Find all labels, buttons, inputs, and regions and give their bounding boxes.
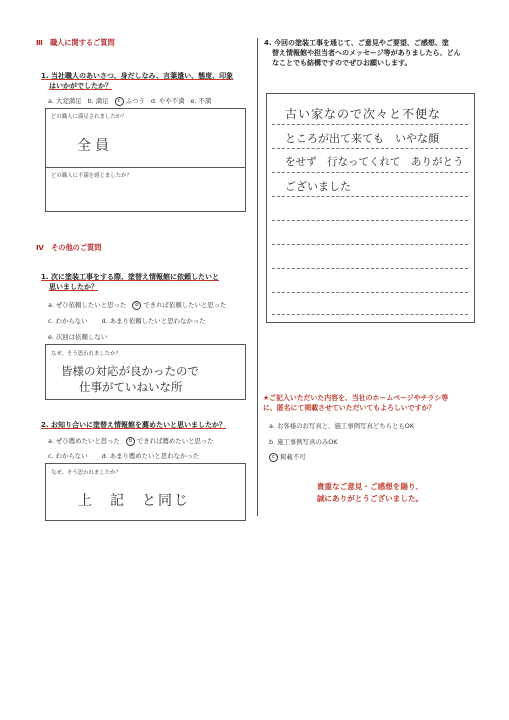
s4-q1-line1: 1. 次に塗装工事をする際、塗替え情報館に依頼したいと xyxy=(41,273,219,281)
publish-opt-c-circle: c xyxy=(269,453,278,462)
s4-q2-options-row2 xyxy=(48,451,199,460)
s4-q1-opt-b: できれば依頼したいと思った xyxy=(143,301,227,309)
s4-q1-answer-line1: 皆様の対応が良かったので xyxy=(61,364,199,378)
s4-q1-answer-box xyxy=(45,344,246,400)
s4-q1-opt-b-circle: b xyxy=(132,301,141,310)
q4-answer-line3: をせず 行なってくれて ありがとう xyxy=(285,156,464,168)
column-divider xyxy=(257,38,258,516)
s3-q1-unsatisfied-label: どの職人に不満を感じましたか？ xyxy=(51,173,132,179)
q4-ruled-line xyxy=(272,220,468,221)
s4-q2-opt-a: a. ぜひ薦めたいと思った xyxy=(48,437,120,445)
thanks-line1: 貴重なご意見・ご感想を賜り、 xyxy=(316,482,424,491)
s4-q1-answer-line2: 仕事がていねいな所 xyxy=(79,380,183,394)
s3-q1-line2: はいかがでしたか？ xyxy=(49,82,112,90)
s4-q2-text xyxy=(41,420,226,430)
q4-text xyxy=(264,38,461,68)
publish-line1: ★ご記入いただいた内容を、当社のホームページやチラシ等 xyxy=(263,394,449,402)
q4-ruled-line xyxy=(272,172,468,173)
s3-q1-line1: 1. 当社職人のあいさつ、身だしなみ、言葉遣い、態度、印象 xyxy=(41,72,234,80)
publish-opt-a: a. お客様のお写真と、施工事例写真どちらともOK xyxy=(269,422,415,430)
s4-q2-opt-c: c. わからない xyxy=(48,452,88,460)
q4-ruled-line xyxy=(272,268,468,269)
q4-answer-line2: ところが出て来ても いやな顔 xyxy=(285,132,439,145)
s3-q1-opt-e: e. 不満 xyxy=(190,97,212,105)
s3-q1-opt-d: d. やや不満 xyxy=(150,97,185,105)
s3-q1-box-separator xyxy=(46,167,245,168)
section-3-header: Ⅲ 職人に関するご質問 xyxy=(36,38,115,47)
s3-q1-text xyxy=(41,71,233,91)
q4-line2: 替え情報館や担当者へのメッセージ等がありましたら、どん xyxy=(272,49,461,57)
s4-q1-box-label: なぜ、そう思われましたか？ xyxy=(51,351,121,357)
s4-q1-opt-c: c. わからない xyxy=(48,317,88,325)
q4-ruled-line xyxy=(272,244,468,245)
q4-line3: なことでも結構ですのでぜひお願いします。 xyxy=(272,59,412,67)
thanks-message xyxy=(270,481,470,505)
q4-ruled-line xyxy=(272,196,468,197)
s3-q1-answer-box xyxy=(45,108,246,212)
s3-q1-opt-b: b. 満足 xyxy=(87,97,109,105)
s4-q1-opt-d: d. あまり依頼したいと思わなかった xyxy=(101,317,206,325)
s3-q1-opt-c: ふつう xyxy=(125,97,145,105)
s4-q2-line1: 2. お知り合いに塗替え情報館を薦めたいと思いましたか？ xyxy=(41,421,226,429)
s4-q1-text xyxy=(41,272,219,292)
s4-q1-options-row3 xyxy=(48,332,107,341)
s4-q1-line2: 思いましたか？ xyxy=(49,283,98,291)
q4-answer-box xyxy=(266,93,475,323)
thanks-line2: 誠にありがとうございました。 xyxy=(316,494,424,503)
publish-question xyxy=(263,393,448,413)
q4-line1: 4. 今回の塗装工事を通じて、ご意見やご要望、ご感想、塗 xyxy=(264,39,449,47)
s4-q2-box-label: なぜ、そう思われましたか？ xyxy=(51,470,121,476)
s4-q2-answer-box xyxy=(45,463,246,521)
section-4-header: Ⅳ その他のご質問 xyxy=(36,243,102,252)
q4-answer-line1: 古い家なので次々と不便な xyxy=(285,107,442,121)
q4-ruled-line xyxy=(272,292,468,293)
q4-ruled-line xyxy=(272,148,468,149)
s4-q2-opt-b-circle: b xyxy=(126,437,135,446)
publish-opt-c-row xyxy=(269,452,306,462)
s4-q1-options-row1 xyxy=(48,300,226,310)
publish-line2: に、匿名にて掲載させていただいてもよろしいですか？ xyxy=(263,404,436,412)
s3-q1-options xyxy=(48,96,211,106)
s3-q1-satisfied-answer: 全員 xyxy=(77,138,113,154)
s4-q2-opt-d: d. あまり薦めたいと思わなかった xyxy=(101,452,200,460)
s4-q2-options-row1 xyxy=(48,436,214,446)
s4-q1-opt-a: a. ぜひ依頼したいと思った xyxy=(48,301,127,309)
publish-opt-c: 掲載不可 xyxy=(280,453,306,461)
s4-q1-options-row2 xyxy=(48,316,206,325)
s3-q1-satisfied-label: どの職人に満足されましたか？ xyxy=(51,114,127,120)
publish-opt-b: b. 施工事例写真のみOK xyxy=(269,438,338,446)
q4-ruled-line xyxy=(272,314,468,315)
s4-q1-opt-e: e. 次回は依頼しない xyxy=(48,333,108,341)
s3-q1-opt-c-circle: c xyxy=(115,97,124,106)
q4-answer-line4: ございました xyxy=(285,180,351,193)
s4-q2-opt-b: できれば薦めたいと思った xyxy=(136,437,214,445)
s4-q2-answer: 上 記 と同じ xyxy=(78,493,190,509)
s3-q1-opt-a: a. 大変満足 xyxy=(48,97,82,105)
q4-ruled-line xyxy=(272,124,468,125)
